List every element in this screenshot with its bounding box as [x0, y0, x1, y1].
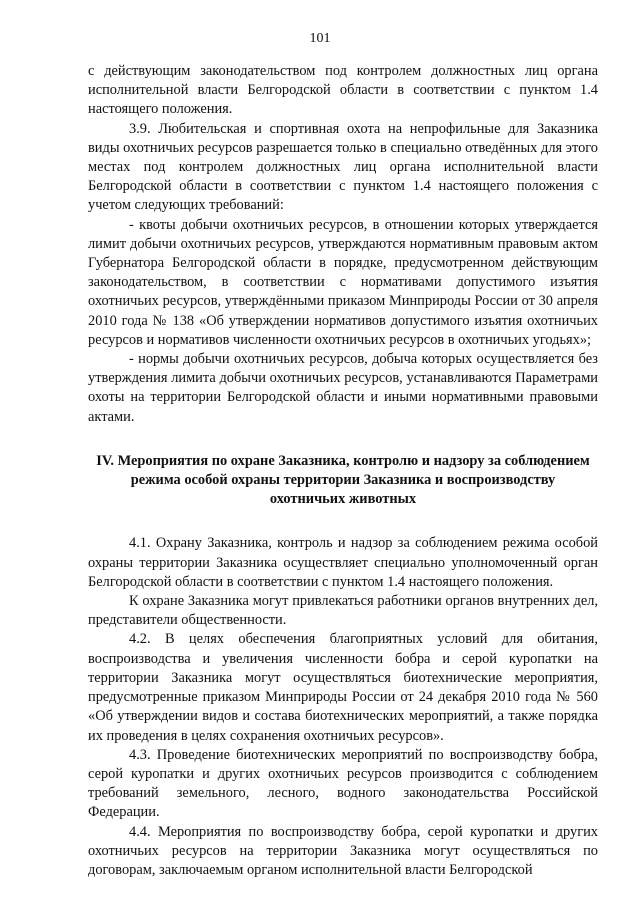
- paragraph-4-2: 4.2. В целях обеспечения благоприятных условий для обитания, воспроизводства и увеличения численности бобра и серой куропатки на территории Заказника могут осуществляться биотехнические мероприятия, предусмотренные приказом Минприроды России от 24 декабря 2010 года № 560 «Об утверждении видов и состава биотехнических мероприятий, а также порядка их проведения в целях сохранения охотничьих ресурсов».: [88, 631, 598, 744]
- paragraph-protection-staff: К охране Заказника могут привлекаться работники органов внутренних дел, представители общественности.: [88, 593, 598, 629]
- paragraph-4-4: 4.4. Мероприятия по воспроизводству бобра, серой куропатки и других охотничьих ресурсов на территории Заказника могут осуществляться по договорам, заключаемым органом исполнительной власти Белгородской: [88, 823, 598, 878]
- list-item-norms: - нормы добычи охотничьих ресурсов, добыча которых осуществляется без утверждения лимита добычи охотничьих ресурсов, устанавливаются Параметрами охоты на территории Белгородской области и иными нормативными правовыми актами.: [88, 351, 598, 425]
- page-number: 101: [309, 31, 331, 46]
- paragraph-3-9: 3.9. Любительская и спортивная охота на непрофильные для Заказника виды охотничьих ресурсов разрешается только в специально отведённых для этого местах под контролем должностных лиц органа исполнительной власти Белгородской области в соответствии с пунктом 1.4 настоящего положения с учетом следующих требований:: [88, 120, 598, 214]
- list-item-quotas: - квоты добычи охотничьих ресурсов, в отношении которых утверждается лимит добычи охотничьих ресурсов, утверждаются нормативным правовым актом Губернатора Белгородской области в порядке, предусмотренном действующим законодательством, в соответствии с нормативами допустимого изъятия охотничьих ресурсов, утверждёнными приказом Минприроды России от 30 апреля 2010 года № 138 «Об утверждении нормативов допустимого изъятия охотничьих ресурсов и нормативов численности охотничьих ресурсов в охотничьих угодьях»;: [88, 216, 598, 348]
- page-body: [88, 62, 598, 880]
- paragraph-4-1: 4.1. Охрану Заказника, контроль и надзор за соблюдением режима особой охраны территории Заказника осуществляет специально уполномоченный орган Белгородской области в соответствии с пунктом 1.4 настоящего положения.: [88, 535, 598, 590]
- paragraph-continuation: с действующим законодательством под контролем должностных лиц органа исполнительной власти Белгородской области в соответствии с пунктом 1.4 настоящего положения.: [88, 63, 598, 118]
- section-title: IV. Мероприятия по охране Заказника, контролю и надзору за соблюдением режима особой охраны территории Заказника и воспроизводству охотничьих животных: [96, 452, 590, 508]
- paragraph-4-3: 4.3. Проведение биотехнических мероприятий по воспроизводству бобра, серой куропатки и других охотничьих ресурсов производится с соблюдением требований земельного, лесного, водного законодательства Российской Федерации.: [88, 746, 598, 821]
